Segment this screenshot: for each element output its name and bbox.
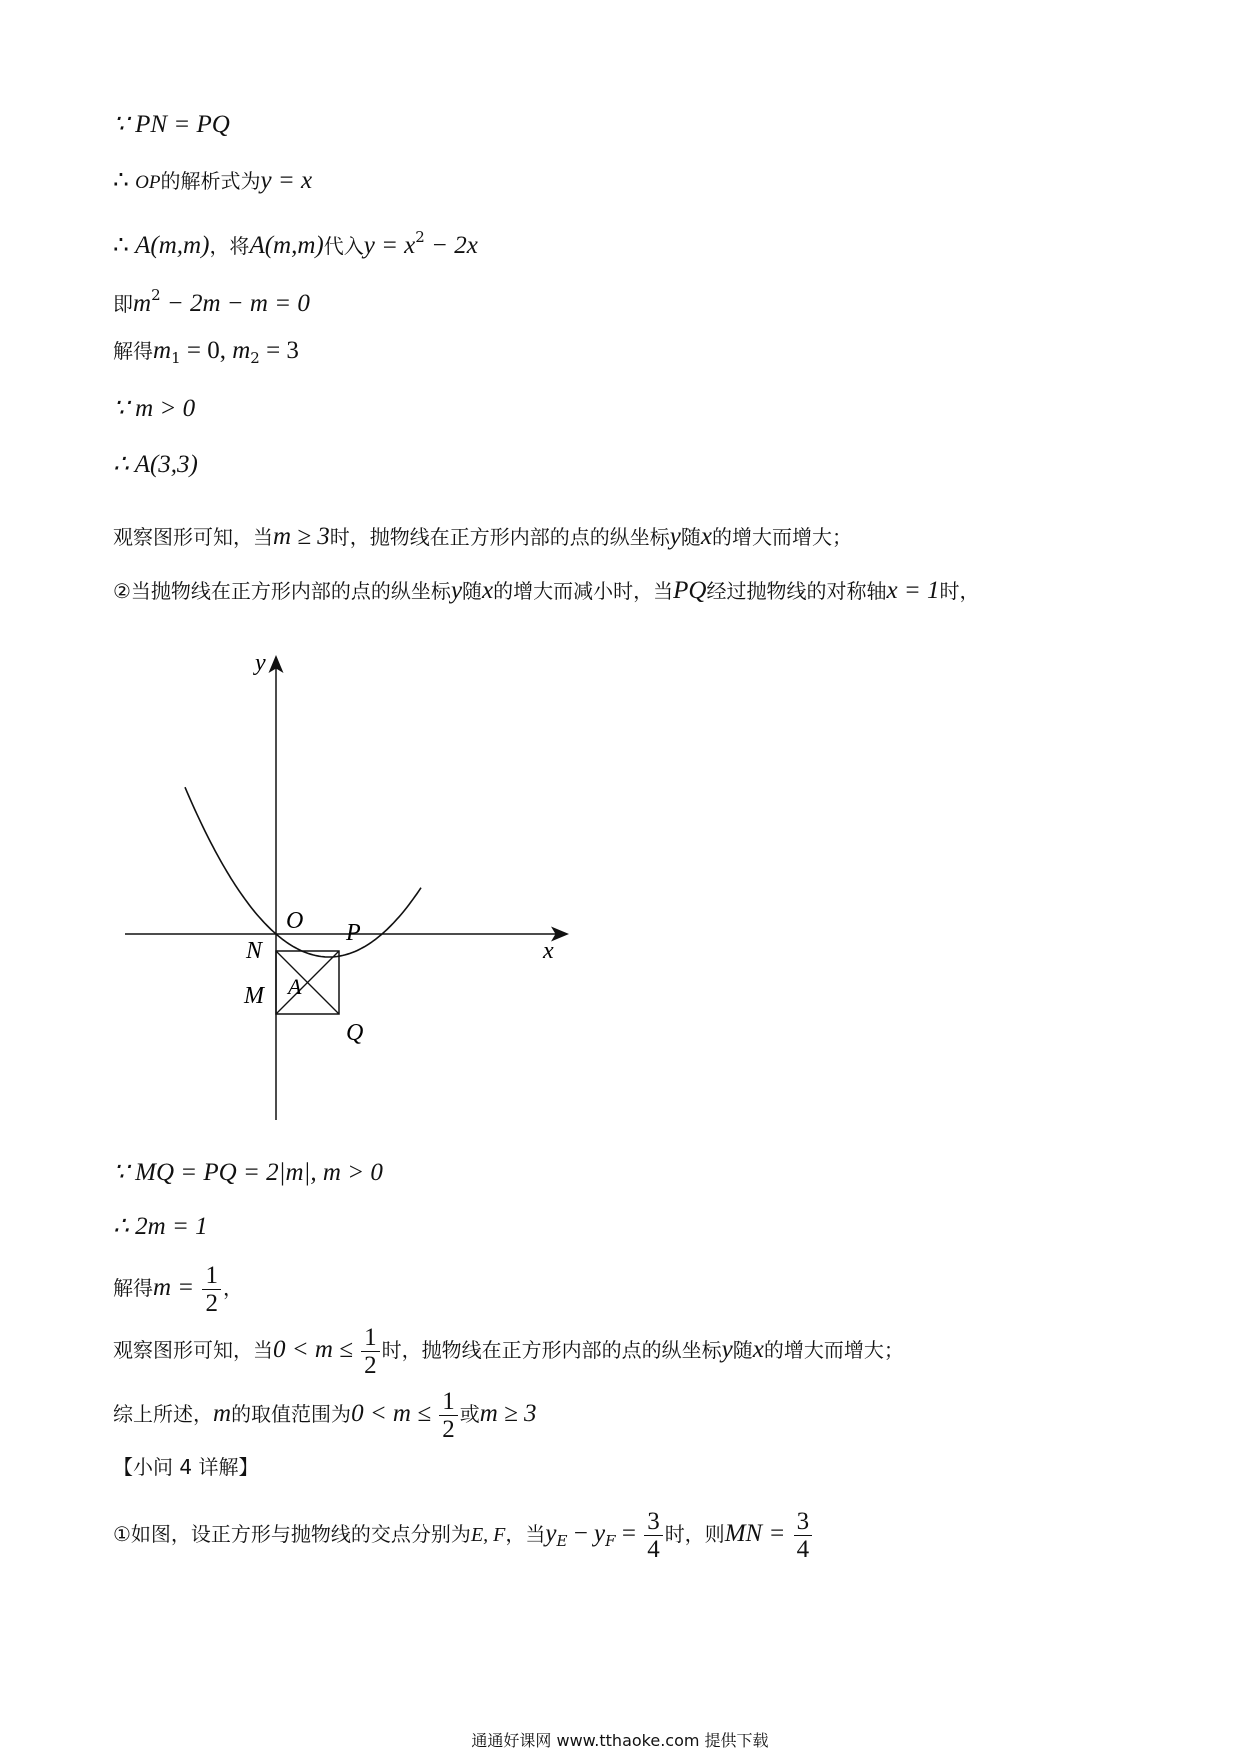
math: m xyxy=(232,337,251,364)
text: 的增大而增大； xyxy=(712,525,852,549)
numerator: 1 xyxy=(361,1324,380,1352)
math: x xyxy=(482,577,494,604)
point-o-label: O xyxy=(286,908,304,934)
text: 解得 xyxy=(113,339,153,363)
fraction-one-half xyxy=(439,1388,458,1443)
math: m ≥ 3 xyxy=(479,1400,537,1427)
math: − xyxy=(567,1520,595,1547)
text: 时，抛物线在正方形内部的点的纵坐标 xyxy=(381,1338,722,1362)
math: x = 1 xyxy=(886,577,940,604)
text: 【小问 4 详解】 xyxy=(113,1455,259,1479)
text: 随 xyxy=(680,525,701,549)
math: y xyxy=(450,577,463,604)
math: m xyxy=(153,337,172,364)
math: y xyxy=(594,1520,606,1547)
text: 观察图形可知，当 xyxy=(113,525,273,549)
text: ，将 xyxy=(209,234,250,258)
text: 综上所述， xyxy=(113,1402,213,1426)
line-equation xyxy=(113,280,310,319)
point-a-label: A xyxy=(288,974,302,999)
math: − 2m − m = 0 xyxy=(160,290,310,317)
numerator: 1 xyxy=(439,1388,458,1416)
numerator: 3 xyxy=(794,1508,813,1536)
footer-source: 通通好课网 www.tthaoke.com 提供下载 xyxy=(471,1731,769,1750)
point-m-label: M xyxy=(244,983,264,1009)
line-a-point xyxy=(113,450,198,480)
line-case-2 xyxy=(113,576,979,606)
math: MN = xyxy=(724,1520,792,1547)
math: m xyxy=(213,1400,232,1427)
text: 代入 xyxy=(323,234,364,258)
denominator: 4 xyxy=(647,1536,660,1563)
math: x xyxy=(752,1336,764,1363)
denominator: 2 xyxy=(364,1352,377,1379)
math: ∴ 2m = 1 xyxy=(113,1213,208,1240)
line-solutions xyxy=(113,336,299,373)
math: E, F xyxy=(470,1524,506,1546)
math: 0 < m ≤ xyxy=(273,1336,360,1363)
line-observe-1 xyxy=(113,522,852,552)
text: 随 xyxy=(462,579,483,603)
math: y = x xyxy=(363,232,416,259)
math: = 0, xyxy=(180,337,233,364)
text: 或 xyxy=(459,1402,480,1426)
line-solve-m-half xyxy=(113,1262,243,1317)
superscript: 2 xyxy=(151,286,161,304)
math: y xyxy=(721,1336,733,1363)
section-heading-q4 xyxy=(113,1452,258,1482)
math: y xyxy=(545,1520,557,1547)
fraction-three-quarters xyxy=(644,1508,663,1563)
subscript: F xyxy=(605,1532,616,1550)
text: ②当抛物线在正方形内部的点的纵坐标 xyxy=(113,579,451,603)
math: ∵ PN = PQ xyxy=(113,111,230,138)
line-pn-eq-pq xyxy=(113,110,230,140)
line-2m-eq-1 xyxy=(113,1212,208,1242)
text: ①如图，设正方形与抛物线的交点分别为 xyxy=(113,1522,471,1546)
superscript: 2 xyxy=(415,228,425,246)
point-a: A(m,m) xyxy=(249,232,324,259)
denominator: 4 xyxy=(796,1536,810,1563)
math: m xyxy=(133,290,152,317)
denominator: 2 xyxy=(442,1416,455,1443)
text: 即 xyxy=(113,292,133,316)
segment-pq: PQ xyxy=(673,577,707,604)
text: ，当 xyxy=(505,1522,546,1546)
line-case-q4 xyxy=(113,1508,814,1563)
math: x xyxy=(700,523,712,550)
subscript: 2 xyxy=(250,349,260,367)
numerator: 3 xyxy=(644,1508,663,1536)
therefore-symbol: ∴ xyxy=(113,167,136,194)
subscript: E xyxy=(556,1532,568,1550)
math: y = x xyxy=(260,167,313,194)
subscript: 1 xyxy=(171,349,181,367)
text: 的取值范围为 xyxy=(231,1402,352,1426)
math: m = xyxy=(153,1274,201,1301)
math: ∴ A(3,3) xyxy=(113,451,198,478)
text: 的解析式为 xyxy=(160,169,261,193)
math: 0 < m ≤ xyxy=(351,1400,438,1427)
fraction-three-quarters xyxy=(794,1508,813,1563)
fraction-one-half xyxy=(361,1324,380,1379)
numerator: 1 xyxy=(202,1262,221,1290)
math: − 2x xyxy=(424,232,478,259)
math: = xyxy=(615,1520,643,1547)
fraction-one-half xyxy=(202,1262,221,1317)
denominator: 2 xyxy=(205,1290,218,1317)
segment-op: OP xyxy=(135,172,161,193)
text: 解得 xyxy=(113,1276,153,1300)
text: 时， xyxy=(939,579,980,603)
text: 的增大而增大； xyxy=(763,1338,904,1362)
math: = 3 xyxy=(259,337,299,364)
text: 时，抛物线在正方形内部的点的纵坐标 xyxy=(329,525,670,549)
point-n-label: N xyxy=(246,938,263,964)
y-axis-label: y xyxy=(255,650,266,676)
text: 观察图形可知，当 xyxy=(113,1338,273,1362)
math: m ≥ 3 xyxy=(273,523,330,550)
line-observe-2 xyxy=(113,1324,904,1379)
line-substitute-a xyxy=(113,222,478,261)
therefore-symbol: ∴ xyxy=(113,232,136,259)
line-m-positive xyxy=(113,394,195,424)
text: ， xyxy=(222,1276,243,1300)
math: ∵ MQ = PQ = 2|m|, m > 0 xyxy=(113,1159,383,1186)
line-mq-pq xyxy=(113,1158,383,1188)
point-q-label: Q xyxy=(346,1020,364,1046)
line-summary xyxy=(113,1388,537,1443)
math: ∵ m > 0 xyxy=(113,395,196,422)
point-a: A(m,m) xyxy=(135,232,210,259)
line-op-expression xyxy=(113,166,312,198)
text: 经过抛物线的对称轴 xyxy=(706,579,887,603)
x-axis-label: x xyxy=(543,938,554,964)
text: 时，则 xyxy=(664,1522,725,1546)
text: 的增大而减小时，当 xyxy=(493,579,674,603)
parabola-square-figure xyxy=(110,630,580,1120)
text: 随 xyxy=(732,1338,753,1362)
math: y xyxy=(669,523,681,550)
point-p-label: P xyxy=(346,920,361,946)
